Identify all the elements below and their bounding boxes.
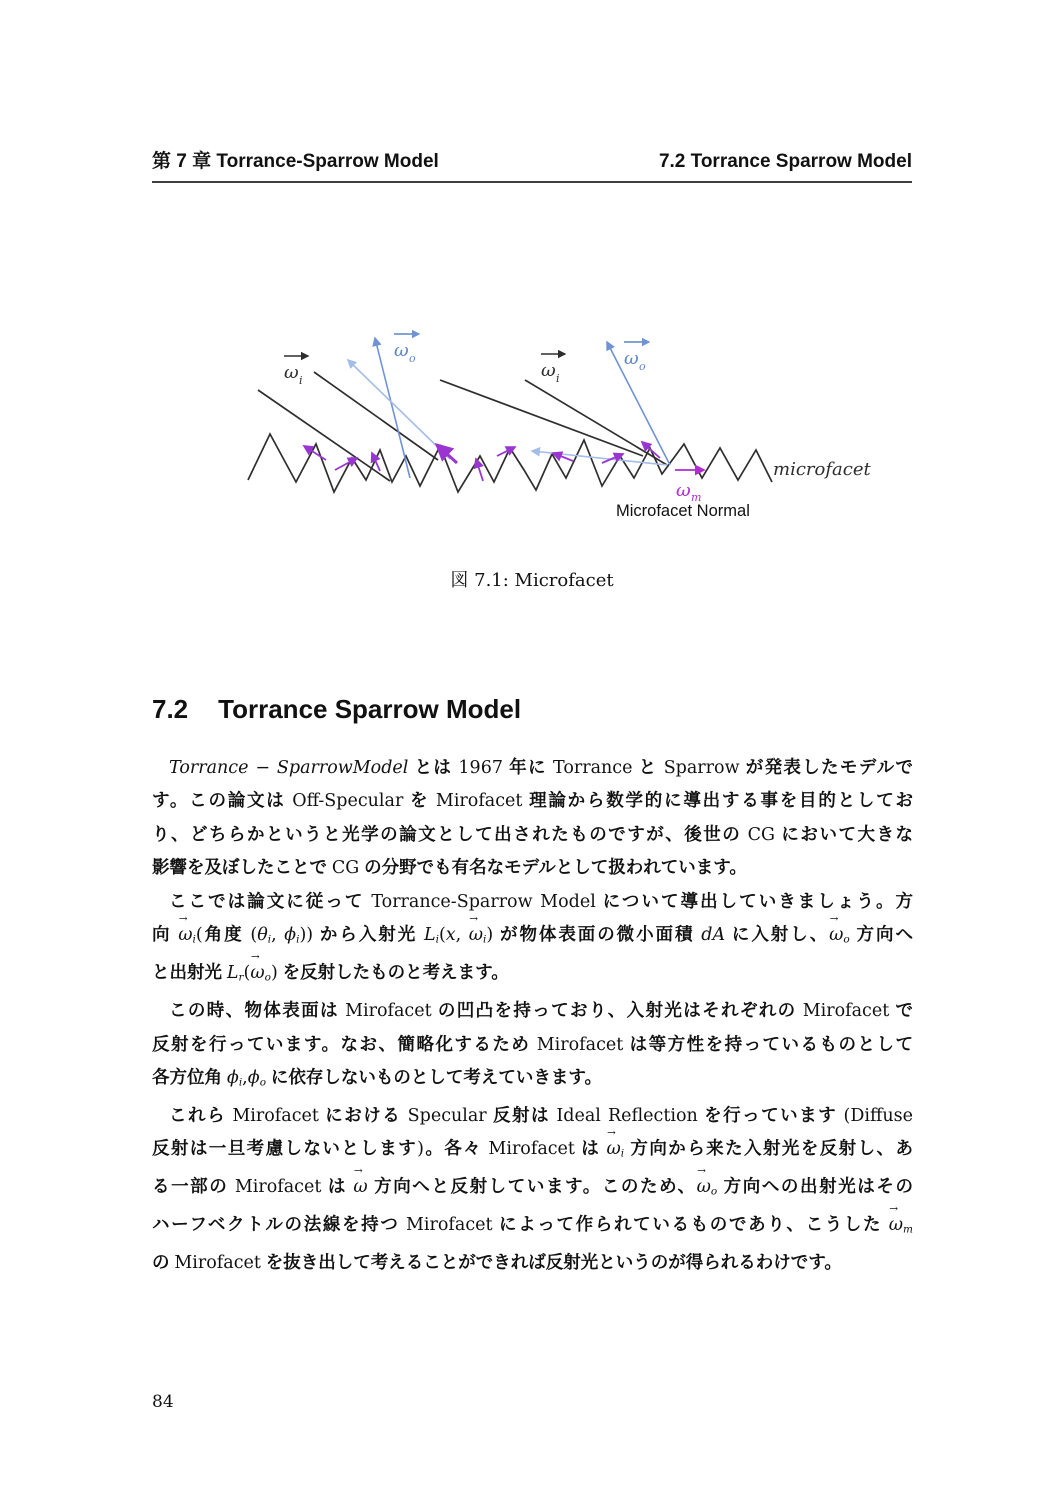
text-segment: θ [257,925,268,946]
text-segment: を反射したものと考えます。 [277,962,509,983]
text-segment: 向 [152,924,179,945]
text-segment: ω [696,1177,711,1198]
text-segment: ϕ [247,1067,260,1088]
microfacet-normal-label: Microfacet Normal [616,502,750,520]
omega-vector [606,1126,621,1165]
text-segment: の分野でも有名なモデルとして扱われています。 [359,857,747,878]
body-line [152,885,913,918]
body-line [152,994,913,1027]
chapter-title: 第 7 章 Torrance-Sparrow Model [152,151,439,172]
microfacet-figure-svg [240,298,880,533]
text-segment: る一部の [152,1176,235,1197]
omega-vector [178,912,193,951]
omega-i-sub: i [556,372,560,385]
text-segment: 反射を行っています。なお、簡略化するため [152,1033,537,1054]
text-segment: を行っています [697,1104,844,1125]
incident-ray [440,380,643,456]
text-segment: が物体表面の微小面積 [493,924,702,945]
body-line [152,1246,913,1279]
text-segment: CG [747,824,776,845]
text-segment: 方向から来た入射光を反射し、あ [624,1138,913,1159]
text-segment: )) [299,925,314,946]
normal-arrow [372,453,380,471]
text-segment: によって作られているものであり、こうした [492,1214,889,1235]
text-segment: m [903,1224,913,1237]
text-segment: (Diffuse [843,1105,913,1126]
omega-i-sub: i [299,374,303,387]
text-segment: ) [486,925,494,946]
text-segment: x [445,925,456,946]
omega-vector [353,1164,368,1203]
omega-o-label: ω [394,340,409,361]
text-segment: Mirofacet [232,1105,319,1126]
text-segment: ) [417,1139,424,1160]
omega-m-sub: m [691,491,702,504]
text-segment: は等方性を持っているものとして [623,1033,913,1054]
text-segment: が発表したモデルで [739,757,913,777]
text-segment: Mirofacet [234,1177,322,1198]
normal-arrow [476,459,483,481]
text-segment: 年に [502,757,554,777]
text-segment: す。この論文は [152,790,293,811]
text-segment: 1967 [458,758,503,778]
text-segment: これら [169,1104,233,1125]
text-segment: L [423,925,436,946]
text-segment: 。各々 [423,1138,489,1159]
omega-vector [888,1202,904,1241]
text-segment: とは [408,757,459,777]
omega-vector [468,912,484,951]
section-number: 7.2 [152,694,189,724]
text-segment: ハーフベクトルの法線を持つ [152,1214,406,1235]
text-segment: Sparrow [663,758,740,778]
text-segment: i [192,933,196,946]
text-segment: Off-Specular [292,791,404,812]
text-segment: ( [250,925,258,946]
text-segment: ω [178,925,193,946]
omega-i-label: ω [541,360,556,381]
text-segment: 角度 [202,924,251,945]
microfacet-figure [240,298,880,533]
vector-arrow-icon: → [469,912,479,925]
text-segment: Mirofacet [802,1001,890,1022]
body-line [152,818,913,851]
normal-arrow [304,446,326,460]
text-segment: と [632,757,664,777]
text-segment: 影響を及ぼしたことで [152,857,332,878]
text-segment: Mirofacet [488,1139,575,1160]
omega-vector [696,1164,711,1203]
text-segment: ω [353,1177,368,1198]
text-segment: 理論から数学的に導出する事を目的としてお [522,790,913,811]
body-line [152,1099,913,1132]
text-segment: を [403,790,436,811]
omega-m-label: ω [676,480,691,501]
text-segment: r [238,971,244,984]
text-segment: L [226,963,239,984]
text-segment: Mirofacet [435,791,523,812]
text-segment: り、どちらかというと光学の論文として出されたものですが、後世の [152,823,748,844]
text-segment: ω [606,1139,621,1160]
text-segment: ω [888,1215,904,1236]
section-heading [152,694,521,725]
text-segment: 各方位角 [152,1066,227,1087]
text-segment: 反射は [486,1104,557,1125]
text-segment: o [264,971,271,984]
text-segment: において大きな [775,823,913,844]
text-segment: に依存しないものとして考えていきます。 [266,1066,602,1087]
text-segment: i [296,933,300,946]
omega-o-sub: o [639,360,646,373]
vector-arrow-icon: → [353,1164,363,1177]
text-segment: i [483,933,487,946]
vector-arrow-icon: → [607,1126,616,1139]
text-segment: Mirofacet [345,1001,432,1022]
incident-ray [314,372,438,460]
text-segment: ( [438,925,446,946]
body-line [152,1126,913,1170]
body-line [152,1202,913,1246]
vector-arrow-icon: → [697,1164,706,1177]
text-segment: は [321,1176,354,1197]
text-segment: ω [829,925,844,946]
vector-arrow-icon: → [889,1202,899,1215]
omega-i-label: ω [284,362,299,383]
body-line [152,950,913,994]
text-segment: o [259,1076,267,1089]
text-segment: ϕ [284,925,297,946]
text-segment: o [710,1186,718,1198]
text-segment: o [843,933,850,946]
text-segment: 方向への出射光はその [717,1176,913,1197]
vector-arrow-icon: → [829,912,839,925]
text-segment: ω [250,963,265,984]
text-segment: について導出していきましょう。方 [595,890,913,911]
text-segment: , [455,925,469,946]
text-segment: ϕ [226,1067,239,1088]
text-segment: Mirofacet [536,1034,624,1055]
normal-arrow [437,445,457,463]
microfacet-surface [248,434,772,492]
text-segment: Torrance − SparrowModel [169,758,409,778]
incident-rays [258,372,667,481]
body-line [152,751,913,784]
text-segment: i [267,933,272,946]
omega-vector [250,950,265,989]
text-segment: , [242,1067,248,1088]
text-segment: i [620,1147,625,1160]
body-line [152,1061,913,1099]
section-running-head: 7.2 Torrance Sparrow Model [658,151,912,172]
text-segment: i [435,933,439,946]
text-segment: 反射は一旦考慮しないとします [152,1138,418,1159]
text-segment: における [318,1104,408,1125]
text-segment: Mirofacet [406,1215,493,1236]
text-segment: から入射光 [313,924,424,945]
vector-arrow-icon: → [178,912,188,925]
text-segment: Torrance-Sparrow Model [371,891,596,912]
body-line [152,784,913,817]
text-segment: 方向へ [849,924,913,945]
text-segment: dA [701,925,726,946]
text-segment: 方向へと反射しています。このため、 [367,1176,697,1197]
section-title: Torrance Sparrow Model [218,694,522,724]
text-segment: , [271,925,285,946]
omega-o-label: ω [624,348,639,369]
text-segment: の凹凸を持っており、入射光はそれぞれの [431,1000,803,1021]
text-segment: Torrance [553,758,633,778]
vector-arrow-icon: → [250,950,260,963]
figure-caption: 図 7.1: Microfacet [450,570,614,591]
text-segment: を抜き出して考えることができれば反射光というのが得られるわけです。 [260,1252,842,1273]
vector-hats [284,334,649,356]
text-segment: ( [195,925,203,946]
text-segment: に入射し、 [725,924,830,945]
body-line [152,1164,913,1208]
scattered-ray [348,360,450,459]
text-segment: と出射光 [152,962,227,983]
text-segment: ここでは論文に従って [169,890,372,911]
omega-o-sub: o [409,352,416,365]
text-segment: の [152,1252,175,1273]
omega-vector [829,912,844,951]
text-segment: ( [243,963,251,984]
body-text [152,751,913,1280]
text-segment: ) [270,963,278,984]
page-header [152,146,912,183]
page-number: 84 [152,1392,174,1412]
text-segment: ω [468,925,484,946]
body-line [152,1028,913,1061]
text-segment: Mirofacet [174,1253,261,1274]
text-segment: は [574,1138,607,1159]
text-segment: この時、物体表面は [169,1000,346,1021]
text-segment: i [238,1076,243,1089]
text-segment: Ideal Reflection [556,1105,698,1126]
text-segment: Specular [407,1105,487,1126]
text-segment: CG [331,858,360,879]
body-line [152,851,913,884]
microfacet-label: microfacet [773,459,871,480]
text-segment: で [889,1000,913,1021]
body-line [152,912,913,956]
